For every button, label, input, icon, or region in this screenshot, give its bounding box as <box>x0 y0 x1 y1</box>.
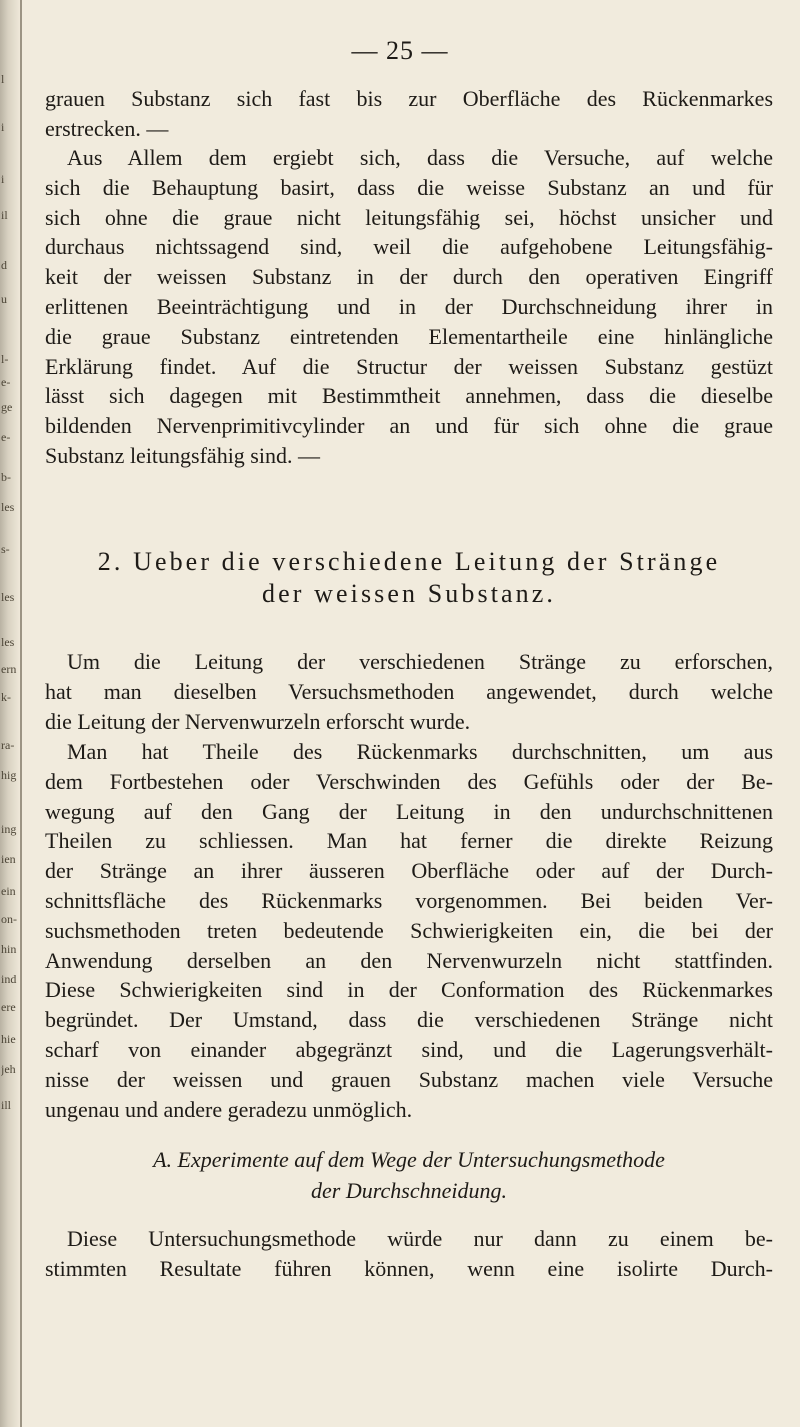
text-line: ungenau und andere geradezu unmöglich. <box>45 1096 413 1122</box>
text-line: bildenden Nervenprimitivcylinder an und für sich ohne die graue <box>45 413 773 439</box>
text-line: erlittenen Beeinträchtigung und in der Durchschneidung ihrer in <box>45 293 773 319</box>
text-line: scharf von einander abgegränzt sind, und die Lagerungsverhält- <box>45 1036 773 1062</box>
text-line: Theilen zu schliessen. Man hat ferner die direkte Reizung <box>45 828 773 854</box>
text-line: Diese Schwierigkeiten sind in der Conformation des Rückenmarkes <box>45 977 773 1003</box>
fragment: ern <box>1 662 17 676</box>
text-line: durchaus nichtssagend sind, weil die aufgehobene Leitungsfähig- <box>45 234 773 260</box>
text-line: Diese Untersuchungsmethode würde nur dann zu einem be- <box>67 1226 773 1251</box>
fragment: i <box>1 172 5 186</box>
text-line: wegung auf den Gang der Leitung in den undurchschnittenen <box>45 798 773 824</box>
fragment: ien <box>1 852 16 866</box>
fragment: ill <box>1 1098 12 1112</box>
text-line: keit der weissen Substanz in der durch den operativen Eingriff <box>45 264 773 290</box>
fragment: ge <box>1 400 13 414</box>
text-line: erstrecken. — <box>45 115 169 141</box>
heading-line: 2. Ueber die verschiedene Leitung der Stränge <box>97 547 721 576</box>
fragment: u <box>1 292 7 306</box>
fragment: l- <box>1 352 9 366</box>
text-line: nisse der weissen und grauen Substanz machen viele Versuche <box>45 1066 773 1092</box>
text-line: grauen Substanz sich fast bis zur Oberfläche des Rückenmarkes <box>45 86 773 111</box>
text-line: die graue Substanz eintretenden Elementartheile eine hinlängliche <box>45 323 773 349</box>
fragment: s- <box>1 542 10 556</box>
text-line: hat man dieselben Versuchsmethoden angewendet, durch welche <box>45 678 773 704</box>
paragraph-conclusion <box>45 143 773 471</box>
text-line: Um die Leitung der verschiedenen Stränge zu erforschen, <box>67 649 773 674</box>
fragment: d <box>1 258 7 272</box>
fragment: l <box>1 72 5 86</box>
text-line: begründet. Der Umstand, dass die verschiedenen Stränge nicht <box>45 1007 773 1033</box>
text-line: lässt sich dagegen mit Bestimmtheit annehmen, dass die dieselbe <box>45 383 773 409</box>
fragment: ind <box>1 972 17 986</box>
facing-page-fragments <box>1 0 19 1427</box>
subsection-heading <box>45 1144 773 1206</box>
fragment: k- <box>1 690 11 704</box>
fragment: b- <box>1 470 11 484</box>
paragraph-experiments <box>45 737 773 1124</box>
fragment: ere <box>1 1000 16 1014</box>
paragraph-method <box>45 647 773 736</box>
fragment: les <box>1 590 15 604</box>
text-line: sich ohne die graue nicht leitungsfähig sei, höchst unsicher und <box>45 204 773 230</box>
text-line: suchsmethoden treten bedeutende Schwierigkeiten ein, die bei der <box>45 917 773 943</box>
page-number: — 25 — <box>351 36 449 65</box>
binding-edge <box>20 0 22 1427</box>
fragment: e- <box>1 375 11 389</box>
text-line: sich die Behauptung basirt, dass die weisse Substanz an und für <box>45 174 773 200</box>
text-line: stimmten Resultate führen können, wenn eine isolirte Durch- <box>45 1255 773 1281</box>
fragment: hig <box>1 768 17 782</box>
text-line: die Leitung der Nervenwurzeln erforscht wurde. <box>45 708 471 734</box>
fragment: hin <box>1 942 17 956</box>
text-line: Anwendung derselben an den Nervenwurzeln nicht stattfinden. <box>45 947 773 973</box>
text-line: Man hat Theile des Rückenmarks durchschnitten, um aus <box>67 739 773 764</box>
fragment: hie <box>1 1032 16 1046</box>
fragment: ein <box>1 884 16 898</box>
text-line: Erklärung findet. Auf die Structur der weissen Substanz gestüzt <box>45 353 773 379</box>
text-line: schnittsfläche des Rückenmarks vorgenommen. Bei beiden Ver- <box>45 887 773 913</box>
text-line: Aus Allem dem ergiebt sich, dass die Versuche, auf welche <box>67 145 773 170</box>
fragment: jeh <box>1 1062 16 1076</box>
fragment: il <box>1 208 8 222</box>
fragment: les <box>1 635 15 649</box>
paragraph-section-a <box>45 1224 773 1284</box>
fragment: on- <box>1 912 17 926</box>
fragment: e- <box>1 430 11 444</box>
text-line: Substanz leitungsfähig sind. — <box>45 442 320 468</box>
fragment: i <box>1 120 5 134</box>
text-line: dem Fortbestehen oder Verschwinden des Gefühls oder der Be- <box>45 768 773 794</box>
fragment: les <box>1 500 15 514</box>
heading-line: der weissen Substanz. <box>262 579 556 608</box>
paragraph-continuation <box>45 84 773 144</box>
text-line: der Stränge an ihrer äusseren Oberfläche oder auf der Durch- <box>45 858 773 884</box>
subheading-line: A. Experimente auf dem Wege der Untersuchungsmethode <box>153 1147 665 1172</box>
fragment: ing <box>1 822 17 836</box>
fragment: ra- <box>1 738 15 752</box>
section-heading <box>45 546 773 610</box>
subheading-line: der Durchschneidung. <box>311 1178 507 1203</box>
